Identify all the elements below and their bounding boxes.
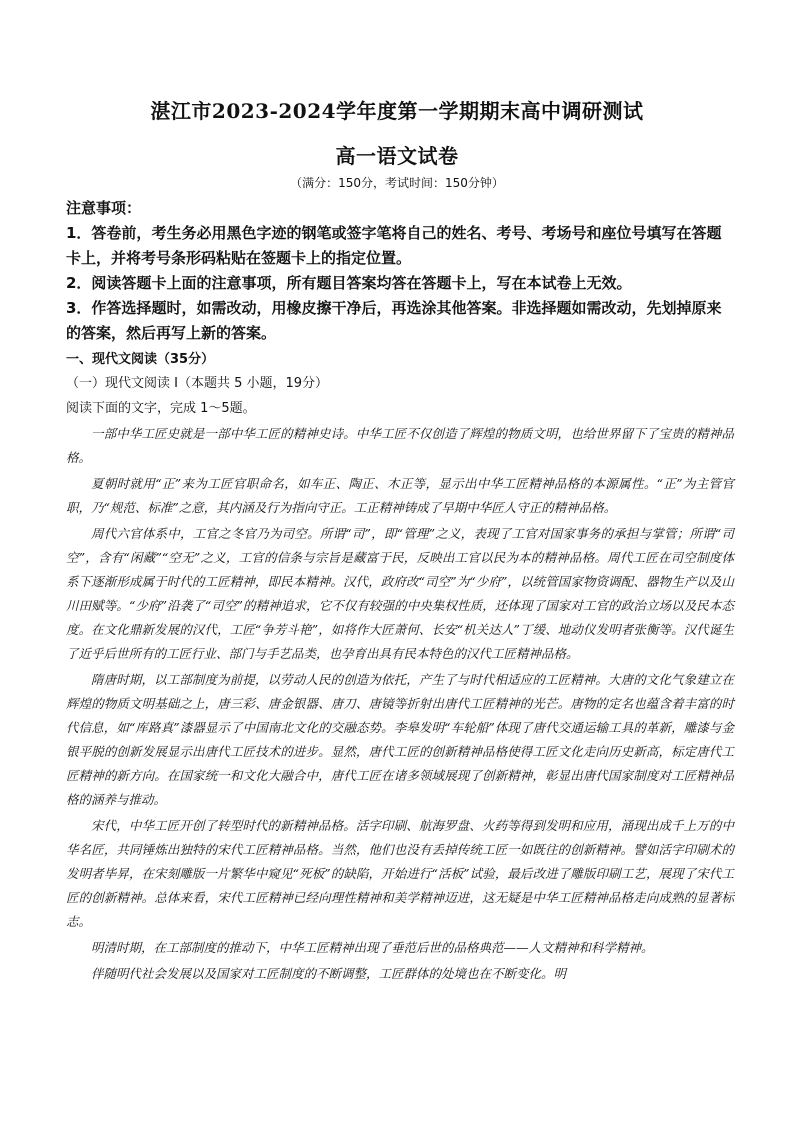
- notices-block: [66, 196, 734, 346]
- exam-info: （满分：150分，考试时间：150分钟）: [290, 176, 504, 190]
- section-title: 一、现代文阅读（35分）: [66, 352, 215, 367]
- exam-subtitle: 高一语文试卷: [335, 144, 459, 168]
- reading-passage: [66, 422, 734, 988]
- notice-item: 3．作答选择题时，如需改动，用橡皮擦干净后，再选涂其他答案。非选择题如需改动，先划掉原来的答案，然后再写上新的答案。: [66, 299, 722, 342]
- section-instruction: 阅读下面的文字，完成 1～5题。: [66, 401, 256, 416]
- notice-item: 1．答卷前，考生务必用黑色字迹的钢笔或签字笔将自己的姓名、考号、考场号和座位号填写在答题卡上，并将考号条形码粘贴在签题卡上的指定位置。: [66, 224, 722, 267]
- section-part: （一）现代文阅读 I（本题共 5 小题，19分）: [66, 376, 329, 391]
- passage-paragraph: 伴随明代社会发展以及国家对工匠制度的不断调整，工匠群体的处境也在不断变化。明: [91, 966, 567, 981]
- notices-heading: 注意事项：: [66, 199, 142, 217]
- passage-paragraph: 一部中华工匠史就是一部中华工匠的精神史诗。中华工匠不仅创造了辉煌的物质文明，也给世界留下了宝贵的精神品格。: [66, 426, 734, 465]
- passage-paragraph: 宋代，中华工匠开创了转型时代的新精神品格。活字印刷、航海罗盘、火药等得到发明和应用，涌现出成千上万的中华名匠，共同锤炼出独特的宋代工匠精神品格。当然，他们也没有丢掉传统工匠一如既往的创新精神。譬如活字印刷术的发明者毕昇，在宋刻雕版一片繁华中窥见“死板”的缺陷，开始进行“活板”试验，最后改进了雕版印刷工艺，展现了宋代工匠的创新精神。总体来看，宋代工匠精神已经向理性精神和美学精神迈进，这无疑是中华工匠精神品格走向成熟的显著标志。: [66, 818, 734, 929]
- exam-title: 湛江市2023-2024学年度第一学期期末高中调研测试: [150, 99, 644, 123]
- passage-paragraph: 夏朝时就用“正”来为工匠官职命名，如车正、陶正、木正等，显示出中华工匠精神品格的本源属性。“正”为主管官职，乃“规范、标准”之意，其内涵及行为指向守正。工正精神铸成了早期中华匠人守正的精神品格。: [66, 476, 734, 515]
- passage-paragraph: 明清时期，在工部制度的推动下，中华工匠精神出现了垂范后世的品格典范——人文精神和科学精神。: [91, 940, 654, 955]
- passage-paragraph: 周代六官体系中，工官之冬官乃为司空。所谓“司”，即“管理”之义，表现了工官对国家事务的承担与掌管；所谓“司空”，含有“闲藏”“空无”之义，工官的信条与宗旨是藏富于民，反映出工官以民为本的精神品格。周代工匠在司空制度体系下逐渐形成属于时代的工匠精神，即民本精神。汉代，政府改“司空”为“少府”，以统管国家物资调配、器物生产以及山川田赋等。“少府”沿袭了“司空”的精神追求，它不仅有较强的中央集权性质，还体现了国家对工官的政治立场以及民本态度。在文化鼎新发展的汉代，工匠“争芳斗艳”，如将作大匠萧何、长安“机关达人”丁缓、地动仪发明者张衡等。汉代诞生了近乎后世所有的工匠行业、部门与手艺品类，也孕育出具有民本特色的汉代工匠精神品格。: [66, 526, 734, 661]
- passage-paragraph: 隋唐时期，以工部制度为前提，以劳动人民的创造为依托，产生了与时代相适应的工匠精神。大唐的文化气象建立在辉煌的物质文明基础之上，唐三彩、唐金银器、唐刀、唐镜等折射出唐代工匠精神的光芒。唐物的定名也蕴含着丰富的时代信息，如“库路真”漆器显示了中国南北文化的交融态势。李皋发明“车轮船”体现了唐代交通运输工具的革新，雕漆与金银平脱的创新发展显示出唐代工匠技术的进步。显然，唐代工匠的创新精神品格使得工匠文化走向历史新高，标定唐代工匠精神的新方向。在国家统一和文化大融合中，唐代工匠在诸多领域展现了创新精神，彰显出唐代国家制度对工匠精神品格的涵养与推动。: [66, 672, 734, 807]
- notice-item: 2．阅读答题卡上面的注意事项，所有题目答案均答在答题卡上，写在本试卷上无效。: [66, 274, 632, 292]
